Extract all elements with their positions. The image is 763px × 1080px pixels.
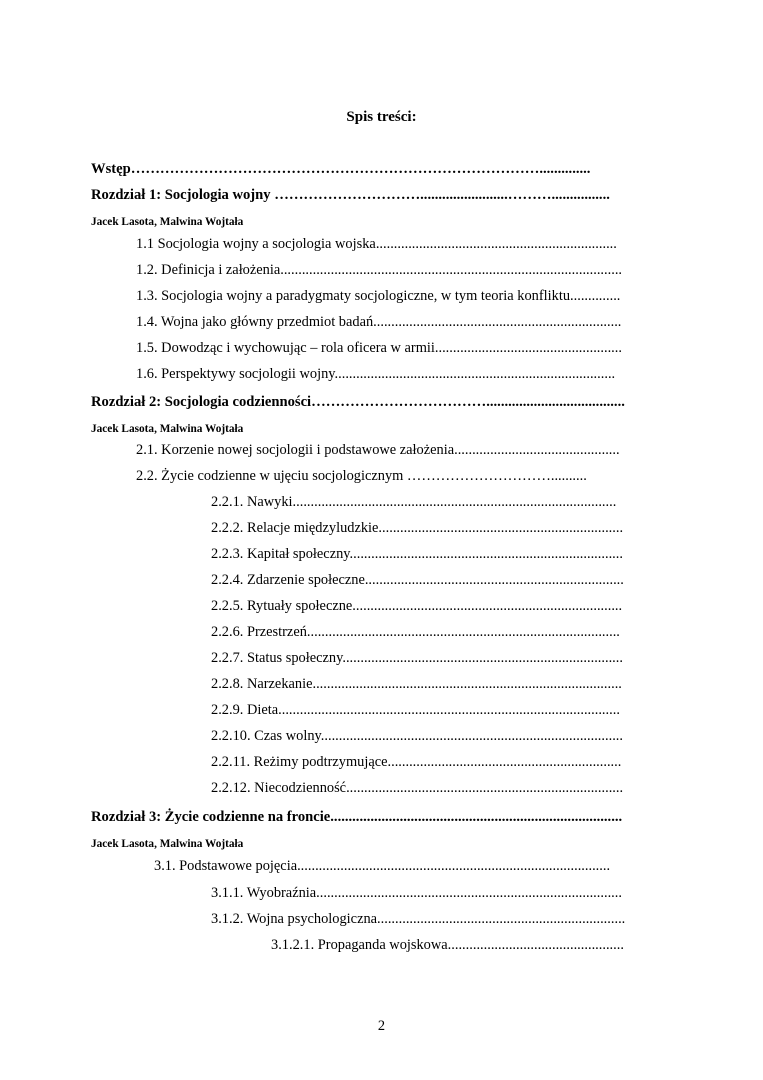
toc-entry: 2.2.2. Relacje międzyludzkie.................................................................... <box>211 520 624 536</box>
toc-entry: 2.2. Życie codzienne w ujęciu socjologicznym ………………………….......... <box>136 468 587 484</box>
toc-entry: 3.1.1. Wyobraźnia..................................................................................... <box>211 885 622 901</box>
toc-entry: 2.2.1. Nawyki.......................................................................................... <box>211 494 617 510</box>
toc-entry: 2.2.9. Dieta............................................................................................... <box>211 702 620 718</box>
toc-entry: 1.3. Socjologia wojny a paradygmaty socjologiczne, w tym teoria konfliktu.............. <box>136 288 621 304</box>
toc-entry: 2.2.8. Narzekanie...................................................................................... <box>211 676 622 692</box>
chapter-authors: Jacek Lasota, Malwina Wojtała <box>91 423 244 435</box>
toc-entry: 2.1. Korzenie nowej socjologii i podstawowe założenia.............................................. <box>136 442 620 458</box>
chapter-authors: Jacek Lasota, Malwina Wojtała <box>91 216 244 228</box>
toc-chapter: Rozdział 3: Życie codzienne na froncie................................................................................ <box>91 809 623 825</box>
chapter-authors: Jacek Lasota, Malwina Wojtała <box>91 838 244 850</box>
toc-entry: 1.6. Perspektywy socjologii wojny.............................................................................. <box>136 366 616 382</box>
toc-entry: 2.2.7. Status społeczny.............................................................................. <box>211 650 623 666</box>
toc-entry: 1.4. Wojna jako główny przedmiot badań..................................................................... <box>136 314 622 330</box>
toc-entry: 2.2.10. Czas wolny.................................................................................... <box>211 728 623 744</box>
toc-entry: 1.2. Definicja i założenia............................................................................................... <box>136 262 623 278</box>
toc-chapter: Rozdział 1: Socjologia wojny …………………………........................………................ <box>91 187 610 203</box>
toc-chapter: Wstęp………………………………………………………………………….............. <box>91 161 591 177</box>
toc-entry: 2.2.11. Reżimy podtrzymujące................................................................. <box>211 754 622 770</box>
page-number: 2 <box>377 1018 386 1034</box>
toc-entry: 1.5. Dowodząc i wychowując – rola oficera w armii.................................................... <box>136 340 622 356</box>
toc-entry: 2.2.6. Przestrzeń....................................................................................... <box>211 624 620 640</box>
toc-entry: 3.1. Podstawowe pojęcia....................................................................................... <box>154 858 611 874</box>
toc-entry: 2.2.5. Rytuały społeczne........................................................................... <box>211 598 623 614</box>
toc-entry: 2.2.3. Kapitał społeczny............................................................................ <box>211 546 623 562</box>
toc-entry: 1.1 Socjologia wojny a socjologia wojska................................................................... <box>136 236 617 252</box>
toc-entry: 2.2.12. Niecodzienność............................................................................. <box>211 780 624 796</box>
toc-title: Spis treści: <box>346 109 417 125</box>
toc-entry: 3.1.2.1. Propaganda wojskowa................................................. <box>271 937 624 953</box>
toc-entry: 2.2.4. Zdarzenie społeczne........................................................................ <box>211 572 624 588</box>
toc-entry: 3.1.2. Wojna psychologiczna..................................................................... <box>211 911 626 927</box>
toc-chapter: Rozdział 2: Socjologia codzienności………………………………...................................... <box>91 394 625 410</box>
